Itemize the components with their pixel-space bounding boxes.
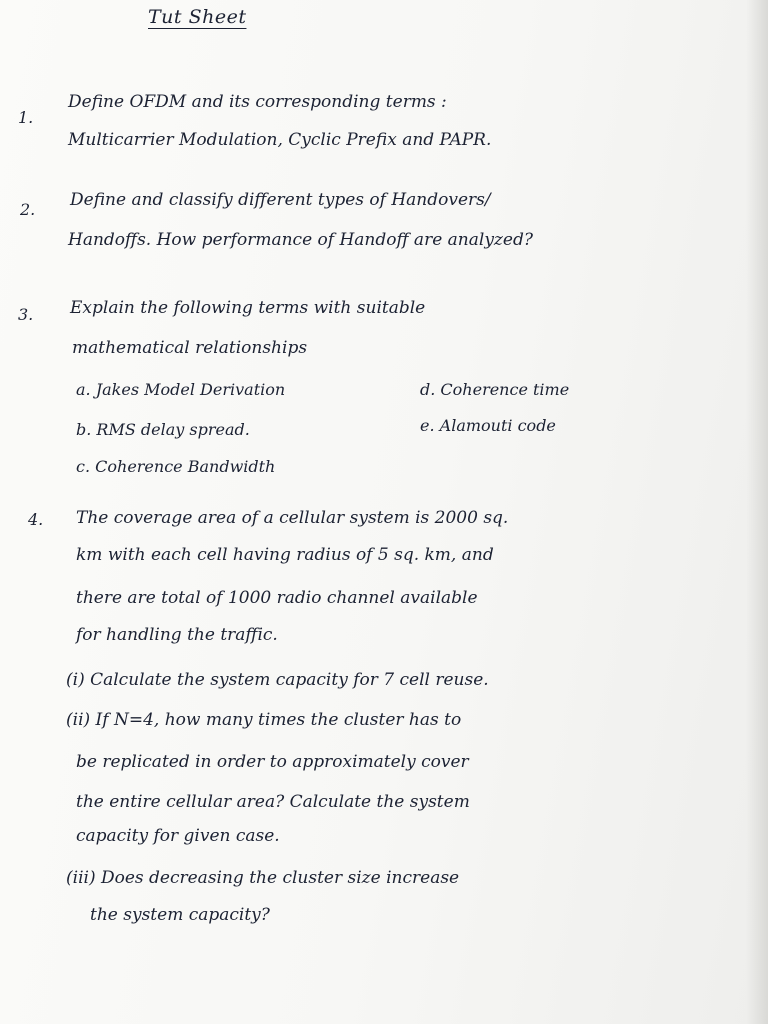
question-4-line-1: The coverage area of a cellular system is 2000 sq. bbox=[76, 508, 509, 528]
question-3-number: 3. bbox=[18, 305, 34, 324]
question-4-line-2: km with each cell having radius of 5 sq. km, and bbox=[76, 545, 494, 565]
question-3-item-a: a. Jakes Model Derivation bbox=[76, 380, 286, 399]
question-4-subpart-ii-line-2: be replicated in order to approximately cover bbox=[76, 752, 469, 772]
question-4-number: 4. bbox=[28, 510, 44, 529]
question-1-line-1: Define OFDM and its corresponding terms : bbox=[68, 92, 447, 112]
question-2-line-1: Define and classify different types of Handovers/ bbox=[70, 190, 491, 210]
question-3-line-2: mathematical relationships bbox=[72, 338, 308, 358]
question-4-subpart-iii-line-1: (iii) Does decreasing the cluster size increase bbox=[66, 868, 460, 888]
question-3-line-1: Explain the following terms with suitable bbox=[70, 298, 426, 318]
question-4-subpart-i: (i) Calculate the system capacity for 7 cell reuse. bbox=[66, 670, 489, 690]
question-2-number: 2. bbox=[20, 200, 36, 219]
question-3-item-d: d. Coherence time bbox=[420, 380, 570, 399]
question-3-item-b: b. RMS delay spread. bbox=[76, 420, 250, 439]
question-2-line-2: Handoffs. How performance of Handoff are analyzed? bbox=[68, 230, 533, 250]
question-4-line-3: there are total of 1000 radio channel available bbox=[76, 588, 478, 608]
question-3-item-c: c. Coherence Bandwidth bbox=[76, 457, 276, 476]
question-4-subpart-ii-line-3: the entire cellular area? Calculate the system bbox=[76, 792, 470, 812]
question-4-subpart-ii-line-4: capacity for given case. bbox=[76, 826, 280, 846]
question-4-subpart-iii-line-2: the system capacity? bbox=[90, 905, 270, 925]
question-4-subpart-ii-line-1: (ii) If N=4, how many times the cluster has to bbox=[66, 710, 462, 730]
question-1-number: 1. bbox=[18, 108, 34, 127]
paper-edge-shadow bbox=[746, 0, 768, 1024]
question-4-line-4: for handling the traffic. bbox=[76, 625, 278, 645]
question-1-line-2: Multicarrier Modulation, Cyclic Prefix and PAPR. bbox=[68, 130, 492, 150]
sheet-title: Tut Sheet bbox=[148, 6, 247, 28]
question-3-item-e: e. Alamouti code bbox=[420, 416, 556, 435]
